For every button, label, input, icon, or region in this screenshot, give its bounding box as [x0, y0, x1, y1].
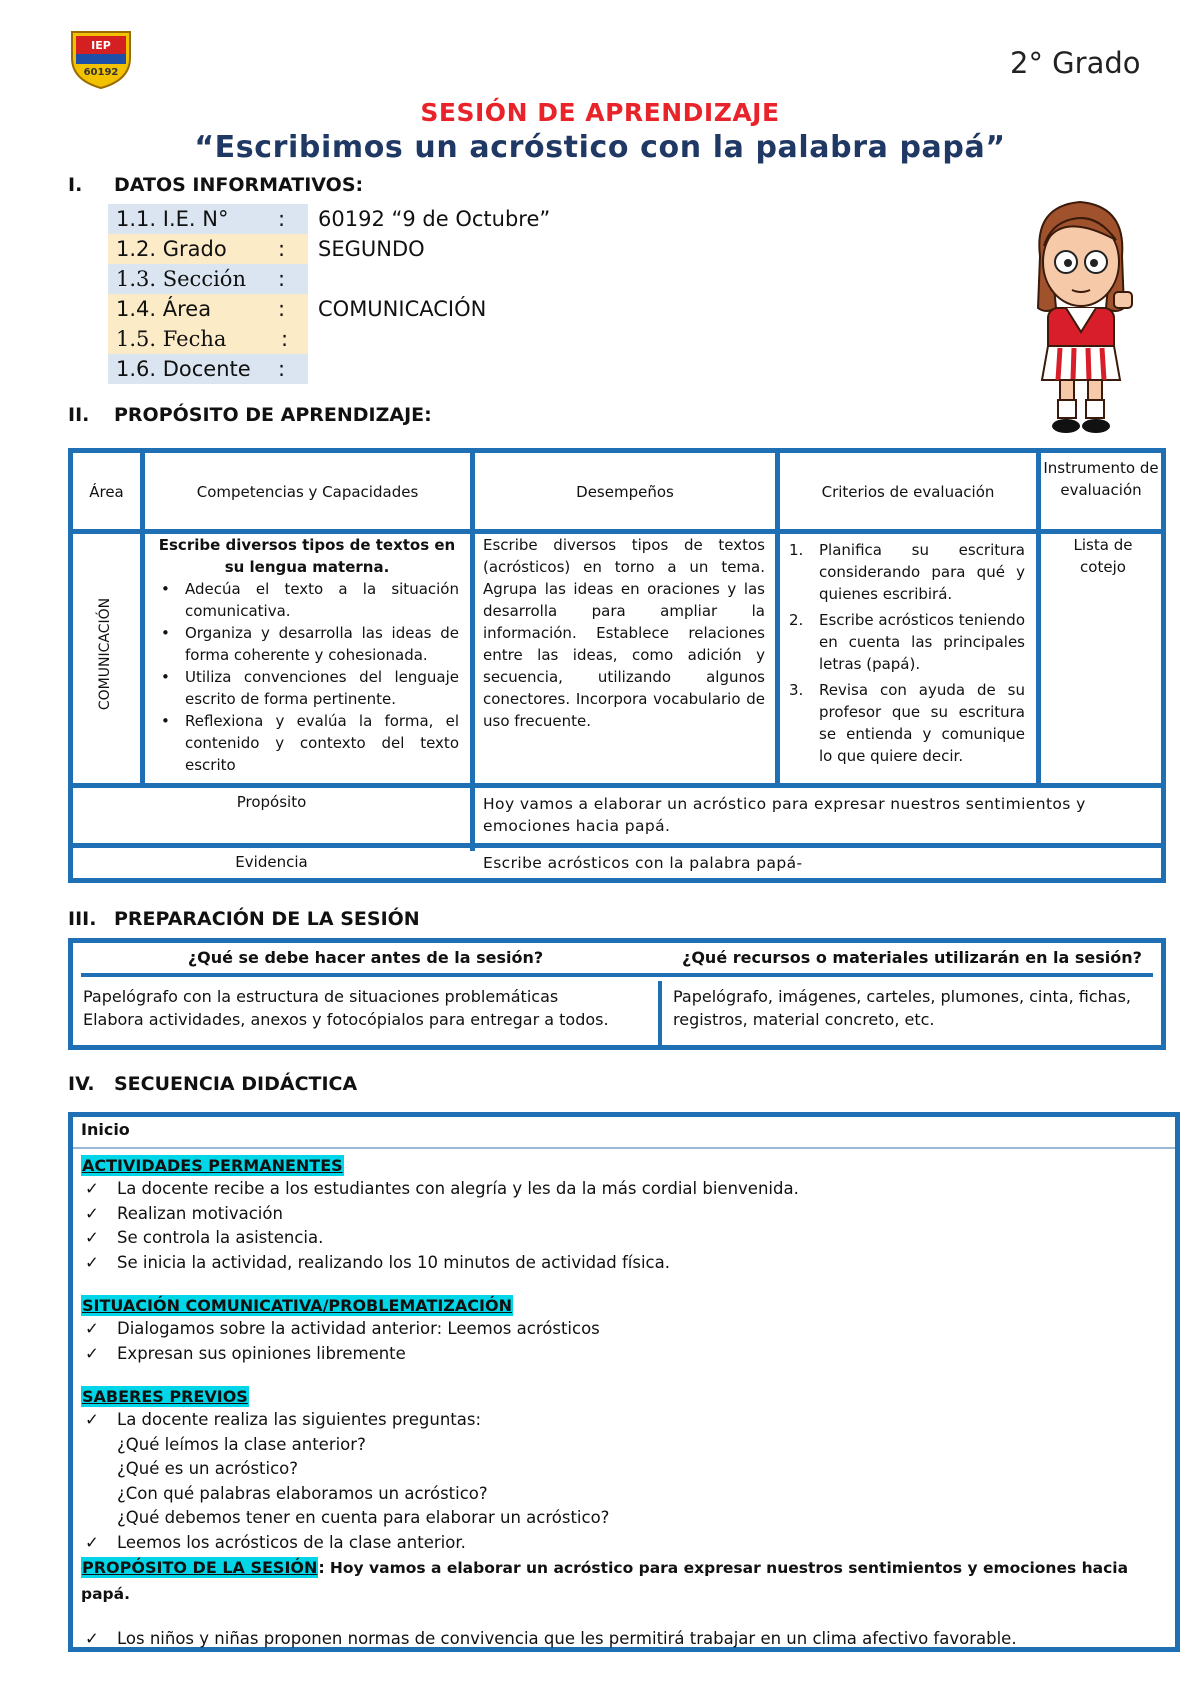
inicio-label: Inicio	[81, 1120, 130, 1139]
datos-colon: :	[278, 357, 286, 381]
datos-label-docente: 1.6. Docente	[108, 354, 308, 384]
datos-label-ie: 1.1. I.E. N°	[108, 204, 308, 234]
table-divider	[81, 973, 1153, 977]
question-item: ¿Qué debemos tener en cuenta para elaborar un acróstico?	[117, 1508, 610, 1527]
check-icon: ✓	[85, 1532, 99, 1552]
check-item-text: Expresan sus opiniones libremente	[117, 1343, 406, 1363]
section-tag: PROPÓSITO DE LA SESIÓN	[82, 1558, 318, 1577]
check-icon: ✓	[85, 1343, 99, 1363]
instrumento-value: Lista de cotejo	[1073, 536, 1133, 576]
section-label: PREPARACIÓN DE LA SESIÓN	[114, 908, 420, 930]
check-item-text: La docente realiza las siguientes preguntas:	[117, 1410, 482, 1429]
table-divider	[658, 981, 662, 1047]
preparacion-header-antes: ¿Qué se debe hacer antes de la sesión?	[187, 948, 544, 967]
check-item	[81, 1202, 1171, 1227]
capacidad-item: • Adecúa el texto a la situación comunicativa.	[155, 578, 459, 622]
capacidad-item: • Reflexiona y evalúa la forma, el contenido y contexto del texto escrito	[155, 710, 459, 776]
check-icon: ✓	[85, 1179, 99, 1198]
section-tag: ACTIVIDADES PERMANENTES	[82, 1156, 343, 1175]
capacidad-item: • Utiliza convenciones del lenguaje escrito de forma pertinente.	[155, 666, 459, 710]
check-item	[81, 1317, 1171, 1342]
evidencia-text: Escribe acrósticos con la palabra papá-	[483, 854, 803, 872]
check-item-text: Leemos los acrósticos de la clase anterior.	[117, 1532, 466, 1552]
check-item-text: Dialogamos sobre la actividad anterior: Leemos acrósticos	[117, 1319, 600, 1338]
table-divider	[73, 1147, 1175, 1149]
svg-text:IEP: IEP	[91, 39, 111, 52]
section-preparacion-heading	[68, 908, 420, 930]
page-title: “Escribimos un acróstico con la palabra papá”	[194, 130, 1006, 165]
preparacion-header-recursos: ¿Qué recursos o materiales utilizarán en la sesión?	[682, 948, 1142, 967]
competencia-title: Escribe diversos tipos de textos en su lengua materna.	[158, 536, 456, 576]
saberes-previos-block	[81, 1386, 1171, 1555]
girl-illustration	[1020, 196, 1142, 436]
datos-colon: :	[281, 327, 289, 351]
check-item	[81, 1531, 1171, 1556]
situacion-comunicativa-block	[81, 1295, 1171, 1366]
check-item-text: Se inicia la actividad, realizando los 10 minutos de actividad física.	[117, 1252, 670, 1272]
preparacion-antes-line: Elabora actividades, anexos y fotocópialos para entregar a todos.	[83, 1010, 609, 1029]
criterios-cell	[785, 539, 1025, 767]
datos-label-area: 1.4. Área	[108, 294, 308, 324]
criterio-number: 3.	[789, 681, 804, 699]
section-label: PROPÓSITO DE APRENDIZAJE:	[114, 404, 432, 426]
check-item	[81, 1226, 1171, 1251]
check-item	[81, 1342, 1171, 1367]
criterio-text: Escribe acrósticos teniendo en cuenta las principales letras (papá).	[819, 611, 1025, 673]
section-number: I.	[68, 174, 83, 196]
criterio-text: Revisa con ayuda de su profesor que su escritura se entienda y comunique lo que quiere decir.	[819, 681, 1025, 765]
table-divider	[73, 843, 1161, 848]
datos-label-seccion: 1.3. Sección	[108, 264, 308, 294]
check-item-text: Se controla la asistencia.	[117, 1228, 324, 1247]
proposito-label: Propósito	[236, 793, 307, 811]
check-item	[81, 1251, 1171, 1276]
section-label: DATOS INFORMATIVOS:	[114, 174, 364, 196]
criterio-number: 1.	[789, 541, 804, 559]
section-number: IV.	[68, 1073, 95, 1095]
preparacion-table	[68, 938, 1166, 1050]
datos-colon: :	[278, 207, 286, 231]
check-icon: ✓	[85, 1319, 99, 1338]
table-divider	[73, 783, 1161, 788]
question-item: ¿Con qué palabras elaboramos un acróstico?	[117, 1483, 488, 1503]
proposito-table	[68, 448, 1166, 883]
check-icon: ✓	[85, 1228, 99, 1247]
header-criterios: Criterios de evaluación	[821, 483, 995, 501]
datos-colon: :	[278, 297, 286, 321]
proposito-sesion-block	[81, 1555, 1171, 1607]
actividades-permanentes-block	[81, 1155, 1171, 1275]
section-tag: SITUACIÓN COMUNICATIVA/PROBLEMATIZACIÓN	[82, 1296, 512, 1315]
evidencia-label: Evidencia	[235, 853, 308, 871]
desempenos-text: Escribe diversos tipos de textos (acrósticos) en torno a un tema. Agrupa las ideas en oraciones y las desarrolla para ampliar la información. Establece relaciones entre las ideas, como adición y secuencia, utilizando algunos conectores. Incorpora vocabulario de uso frecuente.	[483, 536, 765, 730]
datos-value-area: COMUNICACIÓN	[318, 297, 487, 321]
check-item-text: Los niños y niñas proponen normas de convivencia que les permitirá trabajar en un clima afectivo favorable.	[117, 1629, 1017, 1648]
criterio-text: Planifica su escritura considerando para qué y quienes escribirá.	[819, 541, 1025, 603]
datos-value-grado: SEGUNDO	[318, 237, 425, 261]
preparacion-antes-cell	[83, 985, 653, 1031]
check-icon: ✓	[85, 1203, 99, 1223]
section-proposito-heading	[68, 404, 432, 426]
datos-label-fecha: 1.5. Fecha	[108, 324, 308, 354]
criterio-number: 2.	[789, 611, 804, 629]
grade-label: 2° Grado	[1010, 46, 1141, 80]
check-icon: ✓	[85, 1252, 99, 1272]
criterio-item	[785, 539, 1025, 605]
check-icon: ✓	[85, 1410, 99, 1429]
area-value: COMUNICACIÓN	[97, 597, 113, 711]
section-number: III.	[68, 908, 97, 930]
document-type: SESIÓN DE APRENDIZAJE	[420, 98, 780, 127]
section-datos-heading	[68, 174, 363, 196]
table-divider	[470, 453, 475, 851]
section-label: SECUENCIA DIDÁCTICA	[114, 1073, 358, 1095]
check-item-text: Realizan motivación	[117, 1203, 283, 1223]
check-item-text: La docente recibe a los estudiantes con alegría y les da la más cordial bienvenida.	[117, 1179, 799, 1198]
question-item: ¿Qué leímos la clase anterior?	[117, 1434, 366, 1454]
datos-label-grado: 1.2. Grado	[108, 234, 308, 264]
section-number: II.	[68, 404, 90, 426]
header-competencias: Competencias y Capacidades	[196, 483, 419, 501]
header-desempenos: Desempeños	[576, 483, 674, 501]
section-secuencia-heading	[68, 1073, 357, 1095]
proposito-colon: :	[318, 1558, 325, 1577]
svg-text:60192: 60192	[83, 67, 119, 78]
datos-value-ie: 60192 “9 de Octubre”	[318, 207, 551, 231]
check-item	[81, 1408, 1171, 1433]
header-area: Área	[89, 483, 124, 501]
datos-colon: :	[278, 267, 286, 291]
proposito-text: Hoy vamos a elaborar un acróstico para expresar nuestros sentimientos y emociones hacia papá.	[483, 795, 1086, 835]
header-instrumento: Instrumento de evaluación	[1043, 459, 1159, 499]
check-item	[81, 1627, 1171, 1652]
proposito-sesion-text: Hoy vamos a elaborar un acróstico para expresar nuestros sentimientos y emociones hacia papá.	[81, 1559, 1129, 1603]
datos-colon: :	[278, 237, 286, 261]
school-logo	[68, 28, 134, 90]
criterio-item	[785, 609, 1025, 675]
capacidad-item: • Organiza y desarrolla las ideas de forma coherente y cohesionada.	[155, 622, 459, 666]
criterio-item	[785, 679, 1025, 767]
section-tag: SABERES PREVIOS	[82, 1387, 248, 1406]
check-icon: ✓	[85, 1629, 99, 1648]
check-item	[81, 1177, 1171, 1202]
preparacion-antes-line: Papelógrafo con la estructura de situaciones problemáticas	[83, 987, 559, 1006]
secuencia-content	[81, 1155, 1171, 1652]
secuencia-table	[68, 1112, 1180, 1652]
preparacion-recursos-text: Papelógrafo, imágenes, carteles, plumones, cinta, fichas, registros, material concreto, etc.	[673, 987, 1132, 1029]
question-item: ¿Qué es un acróstico?	[117, 1459, 299, 1478]
competencias-cell	[155, 534, 459, 776]
table-divider	[1036, 453, 1041, 783]
